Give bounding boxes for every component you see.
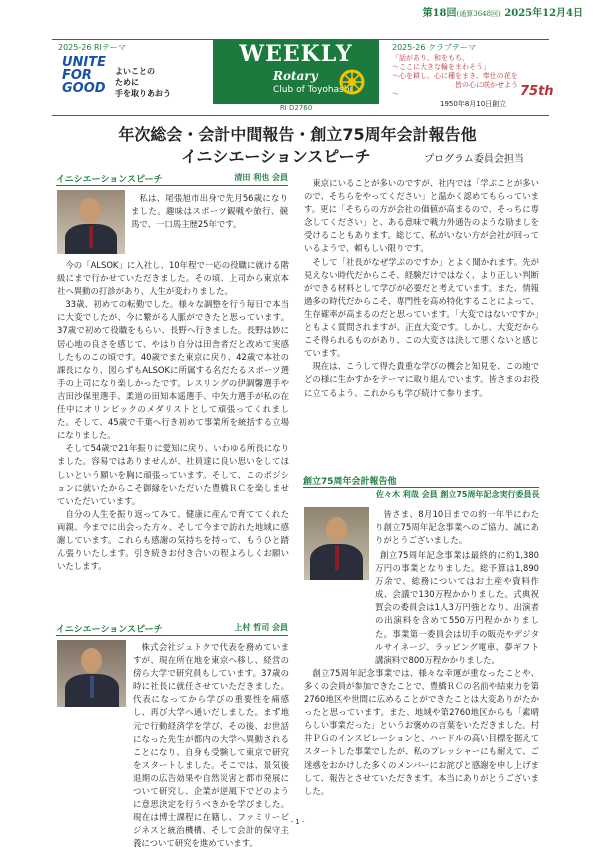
unite-sub-line: 手を取りあおう: [115, 89, 171, 98]
s3-text-b: [304, 549, 539, 798]
s1-text-b: [57, 259, 289, 573]
paragraph: そして「社長がなぜ学ぶのですか」とよく聞かれます。先が見えない時代だからこそ、経験だけではなく、より正しい判断ができる材料として学びが必要だと考えています。また、情報過多の時代だからこそ、専門性を高め特化することによって、生存確率が高まるのだと思っています。「大変ではないですか」ともよく質問されますが、正直大変です。しかし、大変だからこそ得られるものがあり、この大変さは決して悪くないと感じています。: [304, 256, 539, 359]
main-title: 年次総会・会計中間報告・創立75周年会計報告他: [118, 125, 477, 144]
s2-text-b: [304, 177, 539, 400]
club-name: Rotary: [273, 69, 318, 83]
rotary-wheel-icon: [339, 69, 365, 95]
unite-for-good-logo: [62, 56, 106, 95]
paragraph: 創立75周年記念事業は最終的に約1,380万円の事業となりました。総予算は1,890万余で、総務についてはお土産や資料作成、会議で130万程かかりました。式典祝賀会の委員会は1人3万円強となり、出演者の出演料を含めて550万円程かかりました。事業第一委員会は切手の販売やデジタルサイネージ、ラッピング電車、夢ギフト講演料で800万程かかりました。: [375, 550, 539, 665]
paragraph: 今の「ALSOK」に入社し、10年程で一応の役職に就ける階級にまで行かせていただきました。その頃、上司から東京本社へ異動の打診があり、人生が変わりました。: [57, 260, 289, 297]
paragraph: 33歳、初めての転勤でした。様々な調整を行う毎日で本当に大変でしたが、今に繋がる人脈ができたと思っています。37歳で初めて役職をもらい、長野へ行きました。長野は妙に居心地の良さを感じて、やはり自分は田舎者だと改めて実感したものこの頃です。40歳でまた東京に戻り、42歳で本社の課長になり、図らずもALSOKに所属する名だたるスポーツ選手の上司になり楽しかったです。レスリングの伊調馨選手や吉田沙保里選手、柔道の田知本遥選手、中矢力選手が私の在任中にオリンピックのメダリストとして頑張ってくれました。そして、45歳で千葉へ行き初めて事業所を統括する立場になりました。: [57, 299, 289, 441]
paragraph: 東京にいることが多いのですが、社内では「学ぶことが多いので、そちらをやってください」と温かく認めてもらっています。更に「そちらの方が会社の価値が高まるので、そっちに専念してください」と、ある意味で戦力外通告のような励ましを受けることもあります。総じて、私がいない方が会社が回っているようで、頼もしい限りです。: [304, 178, 539, 254]
section-label: イニシエーションスピーチ: [56, 175, 163, 185]
section-label: イニシエーションスピーチ: [56, 625, 163, 635]
paragraph: そして54歳で21年振りに愛知に戻り、いわゆる所長になりました。容易ではありませんが、社員達に良い思いをしてほしいという願いを胸に頑張っています。そして、このポジションに就いたからこそ御縁をいただいた豊橋ＲＣを楽しませていただいています。: [57, 443, 289, 506]
s1-text-a: [131, 192, 288, 231]
unite-sub-line: ために: [115, 78, 139, 87]
district-label: RI D2760: [279, 104, 313, 112]
section-label: 創立75周年会計報告他: [303, 477, 397, 487]
program-committee: プログラム委員会担当: [424, 154, 524, 165]
masthead-title: WEEKLY: [239, 41, 353, 67]
paragraph: 株式会社ジュトクで代表を務めていますが、現在所在地を東京へ移し、経営の傍ら大学で研究員もしています。37歳の時に社長に就任させていただきました。代表になってから学びの重要性を痛感し、再び大学へ通いだしました。まず地元で行動経済学を学び、その後、お世話になった先生が都内の大学へ異動されることになり、自身も受験して東京で研究をスタートしました。そこでは、景気後退期の広告効果や自然災害と都市発展について研究し、企業が逆風下でどのように意思決定を行うべきかを学びました。現在は博士課程に在籍し、ファミリービジネスと統治機構、そして会計的保守主義について研究を進めています。: [133, 642, 289, 849]
established-date: 1950年8月10日創立: [440, 100, 507, 108]
logo-line: FOR: [62, 68, 92, 83]
issue-number: 第18回: [422, 8, 457, 19]
section-header-2: [56, 622, 288, 636]
issue-date: 2025年12月4日: [504, 8, 583, 19]
paragraph: 現在は、こうして得た貴重な学びの機会と知見を、この地でどの様に生かすかをテーマに取り組んでいます。皆さまのお役に立てるよう、これからも学び続けて参ります。: [304, 361, 539, 398]
section-header-3: [303, 474, 539, 488]
s3-text-a: [375, 508, 539, 547]
unite-sub-line: よいことの: [115, 67, 155, 76]
club-theme-label: 2025-26 クラブテーマ: [392, 43, 476, 52]
paragraph: 皆さま、8月10日までの約一年半にわたり創立75周年記念事業へのご協力、誠にありがとうございました。: [375, 509, 539, 546]
logo-line: UNITE: [62, 55, 107, 70]
paragraph: 創立75周年記念事業では、様々な幸運が重なったことや、多くの会員が参加できたことで、豊橋ＲＣの名前や結束力を第2760地区や世間に広めることができたことは大変ありがたかったと思っています。また、地域や第2760地区からも「素晴らしい事業だった」というお褒めの言葉をいただきました。村井ＰＧのインスピレーションと、ハードルの高い目標を据えてスタートした事業でしたが、私のプレッシャーにも耐えて、ご迷惑をおかけした多くのメンバーにお詫びと感謝を申し上げまして、報告とさせていただきます。本当にありがとうございました。: [304, 667, 539, 796]
anniversary-mark: 75th: [520, 84, 554, 99]
unite-subtitle: [115, 66, 171, 99]
masthead: [213, 39, 379, 104]
speaker-photo-kiyota: [57, 190, 125, 254]
club-sub: Club of Toyohashi: [273, 85, 353, 95]
section-header-1: [56, 172, 288, 186]
speaker-photo-kamimura: [57, 640, 126, 707]
speaker-name: 上村 哲司 会員: [234, 623, 288, 632]
club-motto: 「話があり、和をもち、 ～ここに大きな輪をまわそう」 ～心を耕し、心に種をまき、奉仕の花を 皆の心に咲かせよう～: [392, 54, 518, 98]
speaker-name: 清田 利也 会員: [234, 173, 288, 182]
paragraph: 私は、尾張旭市出身で先月56歳になりました。趣味はスポーツ観戦や旅行、競馬で、一口馬主歴25年です。: [131, 193, 288, 230]
page-number: - 1 -: [290, 818, 305, 826]
issue-line: [368, 4, 583, 19]
issue-total: (通算3648回): [456, 10, 501, 18]
second-title: イニシエーションスピーチ: [181, 147, 371, 166]
ri-theme-label: 2025-26 RIテーマ: [58, 43, 126, 52]
logo-line: GOOD: [62, 81, 106, 96]
paragraph: 自分の人生を振り返ってみて、健康に産んで育ててくれた両親、今までに出会った方々、そして今まで訪れた地域に感謝しています。これらも感謝の気持ちを持って、もうひと踏ん張りいたします。引き続きお付き合いの程よろしくお願いいたします。: [57, 508, 289, 572]
speaker-name: 佐々木 利哉 会員 創立75周年記念実行委員長: [376, 490, 540, 499]
